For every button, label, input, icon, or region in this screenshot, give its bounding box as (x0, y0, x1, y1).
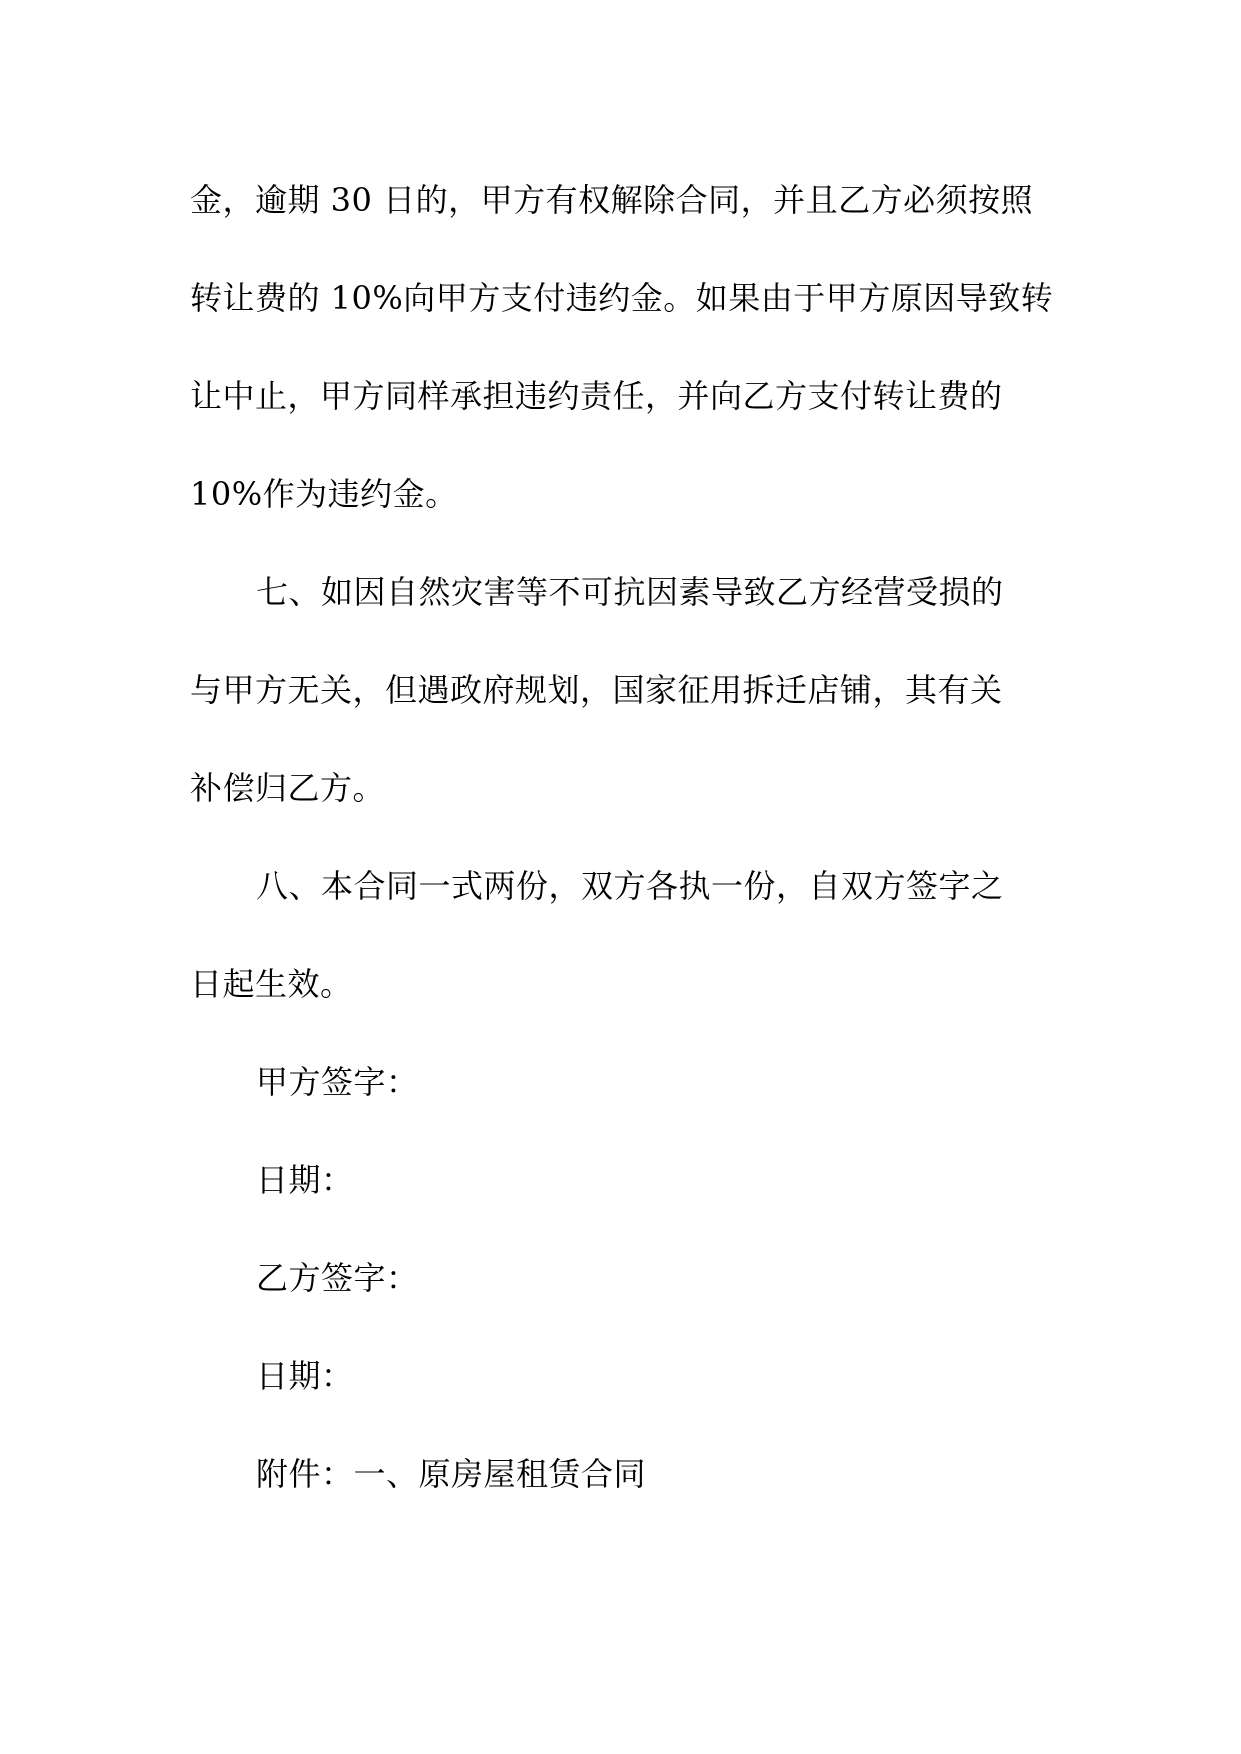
paragraph-line: 与甲方无关，但遇政府规划，国家征用拆迁店铺，其有关 (190, 671, 1003, 709)
clause-seven-line: 七、如因自然灾害等不可抗因素导致乙方经营受损的 (256, 573, 1004, 611)
attachment-line: 附件：一、原房屋租赁合同 (256, 1455, 647, 1493)
paragraph-line: 补偿归乙方。 (190, 769, 386, 807)
clause-eight-line: 八、本合同一式两份，双方各执一份，自双方签字之 (256, 867, 1004, 905)
party-b-date-label: 日期： (256, 1357, 354, 1395)
party-b-signature-label: 乙方签字： (256, 1259, 419, 1297)
paragraph-line: 金，逾期 30 日的，甲方有权解除合同，并且乙方必须按照 (190, 181, 1034, 219)
paragraph-line: 日起生效。 (190, 965, 353, 1003)
paragraph-line: 转让费的 10%向甲方支付违约金。如果由于甲方原因导致转 (190, 279, 1054, 317)
paragraph-line: 10%作为违约金。 (190, 475, 458, 513)
party-a-date-label: 日期： (256, 1161, 354, 1199)
party-a-signature-label: 甲方签字： (256, 1063, 419, 1101)
paragraph-line: 让中止，甲方同样承担违约责任，并向乙方支付转让费的 (190, 377, 1003, 415)
